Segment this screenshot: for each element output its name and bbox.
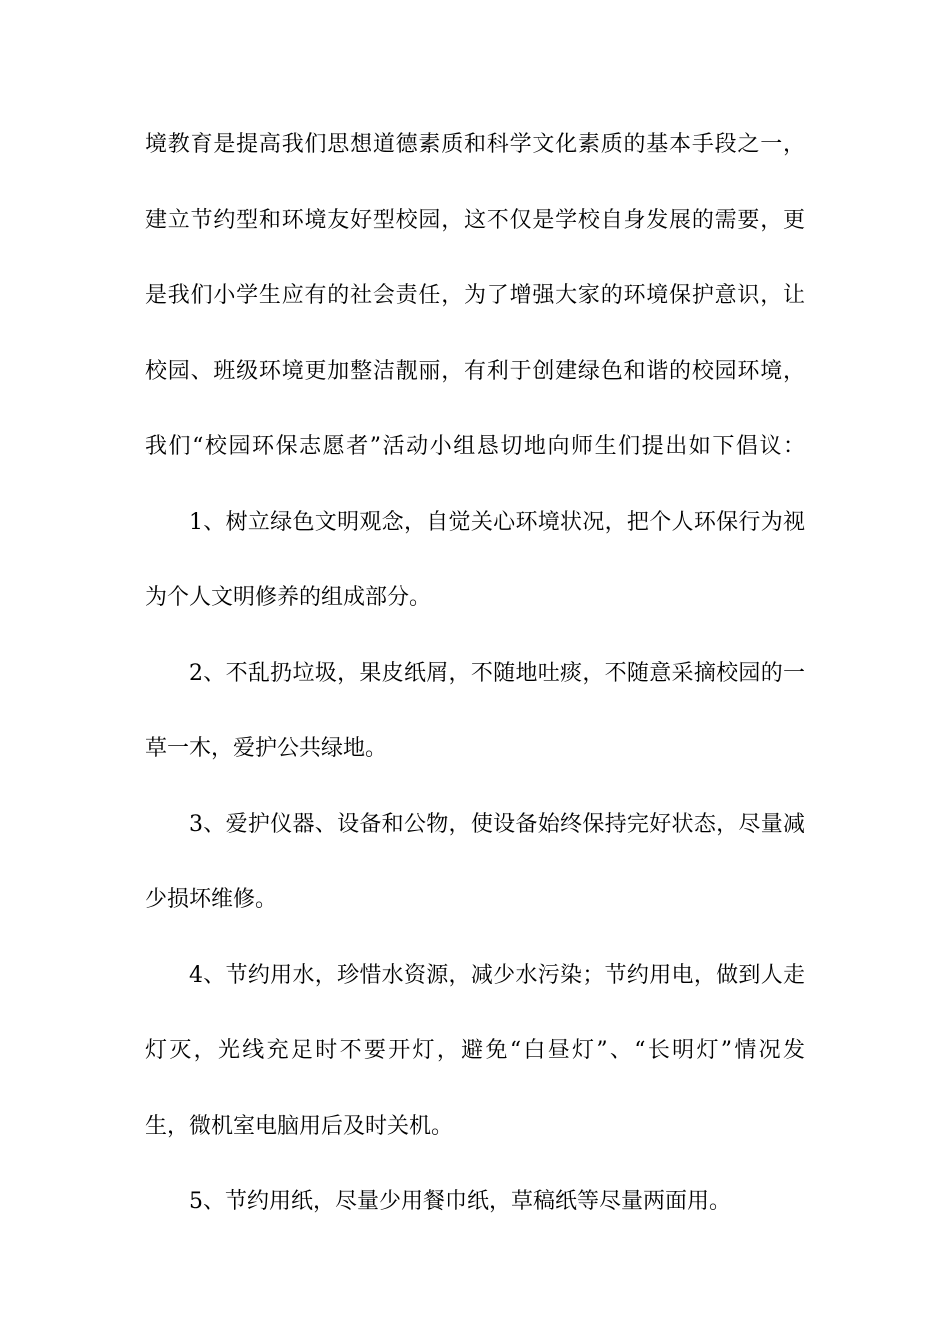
list-item-line: 3、爱护仪器、设备和公物，使设备始终保持完好状态，尽量减	[189, 811, 805, 837]
paragraph-line: 我们“校园环保志愿者”活动小组恳切地向师生们提出如下倡议：	[145, 434, 805, 459]
list-item-line: 5、节约用纸，尽量少用餐巾纸，草稿纸等尽量两面用。	[189, 1189, 731, 1214]
list-item-line: 少损坏维修。	[145, 887, 278, 912]
list-item-line: 灯灭，光线充足时不要开灯，避免“白昼灯”、“长明灯”情况发	[145, 1038, 805, 1063]
paragraph-line: 境教育是提高我们思想道德素质和科学文化素质的基本手段之一，	[145, 132, 805, 157]
list-item-line: 1、树立绿色文明观念，自觉关心环境状况，把个人环保行为视	[189, 509, 805, 535]
list-item-line: 4、节约用水，珍惜水资源，减少水污染；节约用电，做到人走	[189, 962, 805, 988]
document-page	[145, 126, 805, 1259]
paragraph-line: 校园、班级环境更加整洁靓丽，有利于创建绿色和谐的校园环境，	[145, 358, 805, 384]
paragraph-line: 是我们小学生应有的社会责任，为了增强大家的环境保护意识，让	[145, 283, 805, 308]
list-item-line: 生，微机室电脑用后及时关机。	[145, 1113, 454, 1139]
list-item-line: 为个人文明修养的组成部分。	[145, 585, 432, 610]
list-item-line: 2、不乱扔垃圾，果皮纸屑，不随地吐痰，不随意采摘校园的一	[189, 660, 805, 686]
paragraph-line: 建立节约型和环境友好型校园，这不仅是学校自身发展的需要，更	[145, 207, 805, 233]
list-item-line: 草一木，爱护公共绿地。	[145, 736, 388, 761]
